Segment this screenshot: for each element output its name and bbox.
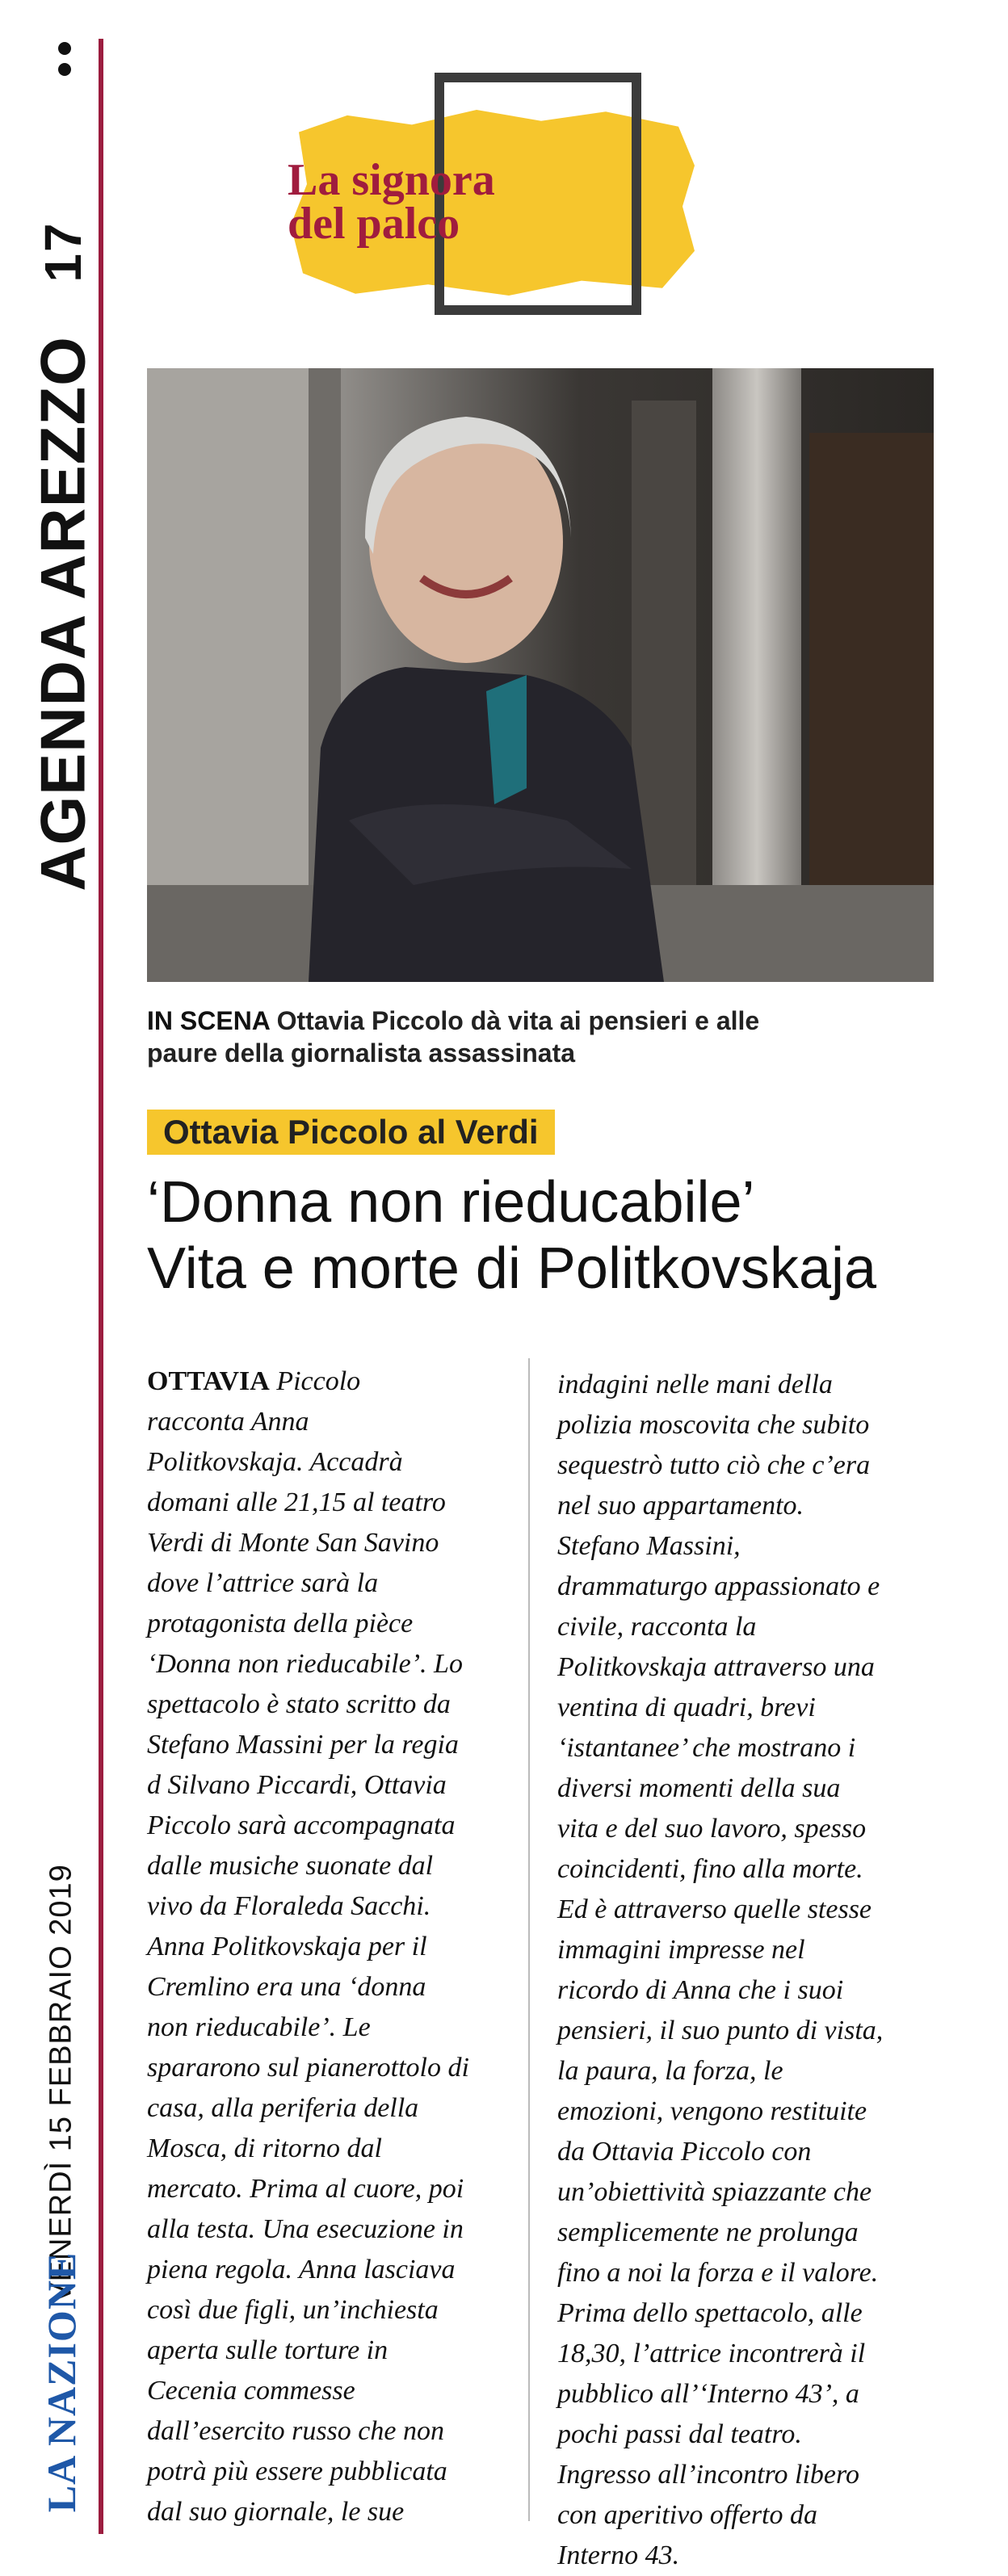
column-2-line: Politkovskaja attraverso una (557, 1652, 875, 1682)
column-1-line: Stefano Massini per la regia (147, 1730, 459, 1760)
logo-text (288, 155, 495, 249)
column-2-line: da Ottavia Piccolo con (557, 2137, 812, 2167)
column-2-line: Ed è attraverso quelle stesse (557, 1894, 872, 1924)
column-2-line: pochi passi dal teatro. (557, 2419, 802, 2449)
headline-line-2: Vita e morte di Politkovskaja (147, 1236, 877, 1301)
column-2-line: immagini impresse nel (557, 1935, 805, 1965)
column-2-line: Ingresso all’incontro libero (557, 2460, 859, 2490)
column-1-line: Cremlino era una ‘donna (147, 1972, 426, 2002)
column-1-line: protagonista della pièce (147, 1609, 414, 1638)
column-2-line: fino a noi la forza e il valore. (557, 2258, 879, 2288)
column-1-line: ‘Donna non rieducabile’. Lo (147, 1649, 463, 1679)
page-number: 17 (34, 221, 92, 283)
column-1-line: d Silvano Piccardi, Ottavia (147, 1770, 447, 1800)
column-1-line: non rieducabile’. Le (147, 2012, 371, 2042)
lead-word: OTTAVIA (147, 1366, 270, 1396)
column-2-line: pensieri, il suo punto di vista, (557, 2016, 884, 2045)
column-2-line: civile, racconta la (557, 1612, 757, 1642)
headline-line-1: ‘Donna non rieducabile’ (147, 1170, 755, 1235)
column-2-line: diversi momenti della sua (557, 1773, 841, 1803)
column-2-line: ‘istantanee’ che mostrano i (557, 1733, 856, 1763)
section-title-text: AGENDA AREZZO (27, 336, 99, 892)
column-1-line: casa, alla periferia della (147, 2093, 419, 2123)
column-2-line: vita e del suo lavoro, spesso (557, 1814, 867, 1844)
column-2-line: Interno 43. (557, 2540, 680, 2570)
column-1-line: spararono sul pianerottolo di (147, 2053, 469, 2083)
caption-text-2: paure della giornalista assassinata (147, 1038, 576, 1068)
column-2-line: con aperitivo offerto da (557, 2500, 818, 2530)
article-tagline: Ottavia Piccolo al Verdi (147, 1110, 555, 1155)
caption-text: Ottavia Piccolo dà vita ai pensieri e alle (269, 1006, 760, 1035)
column-2-line: semplicemente ne prolunga (557, 2217, 859, 2247)
column-2-line: nel suo appartamento. (557, 1491, 804, 1521)
column-2-line: la paura, la forza, le (557, 2056, 783, 2086)
column-1-line: così due figli, un’inchiesta (147, 2295, 439, 2325)
article-headline (147, 1169, 971, 1302)
column-1-line: aperta sulle torture in (147, 2335, 388, 2365)
issue-date-text: VENERDÌ 15 FEBBRAIO 2019 (44, 1864, 78, 2303)
column-2-line: pubblico all’‘Interno 43’, a (557, 2379, 859, 2409)
logo-line-2: del palco (288, 199, 460, 249)
column-2-line: ricordo di Anna che i suoi (557, 1975, 844, 2005)
column-1-line: Politkovskaja. Accadrà (147, 1447, 403, 1477)
article-photo (147, 368, 934, 982)
column-1-line: Mosca, di ritorno dal (147, 2133, 382, 2163)
column-2-line: un’obiettività spiazzante che (557, 2177, 872, 2207)
column-2-line: Stefano Massini, (557, 1531, 741, 1561)
column-divider (528, 1358, 530, 2521)
caption-lead: IN SCENA (147, 1006, 270, 1035)
column-2-line: drammaturgo appassionato e (557, 1571, 880, 1601)
column-2-line: 18,30, l’attrice incontrerà il (557, 2339, 866, 2368)
column-1-line: Verdi di Monte San Savino (147, 1528, 439, 1558)
column-2-line: sequestrò tutto ciò che c’era (557, 1450, 871, 1480)
column-1-line: dall’esercito russo che non (147, 2416, 444, 2446)
logo-line-1: La signora (288, 155, 495, 205)
column-1-line: dove l’attrice sarà la (147, 1568, 379, 1598)
column-2-line: coincidenti, fino alla morte. (557, 1854, 863, 1884)
column-1-line: racconta Anna (147, 1407, 309, 1437)
column-1-line: piena regola. Anna lasciava (147, 2255, 456, 2284)
column-1-line: Piccolo sarà accompagnata (147, 1810, 456, 1840)
rubric-logo (283, 68, 703, 334)
column-1-line-0-text: Piccolo (269, 1366, 361, 1396)
column-1-line: vivo da Floraleda Sacchi. (147, 1891, 431, 1921)
two-dots-icon (53, 42, 76, 84)
column-2-line: polizia moscovita che subito (557, 1410, 870, 1440)
photo-caption (147, 1005, 947, 1069)
column-1-line: spettacolo è stato scritto da (147, 1689, 451, 1719)
column-2-line: emozioni, vengono restituite (557, 2096, 867, 2126)
column-1-line-0 (147, 1361, 527, 1402)
column-1-line: dal suo giornale, le sue (147, 2497, 405, 2527)
column-1-line: Anna Politkovskaja per il (147, 1932, 427, 1961)
column-2-line: Prima dello spettacolo, alle (557, 2298, 863, 2328)
column-1-line: potrà più essere pubblicata (147, 2456, 447, 2486)
column-1-line: domani alle 21,15 al teatro (147, 1487, 446, 1517)
column-1-line: Cecenia commesse (147, 2376, 355, 2406)
column-1-line: mercato. Prima al cuore, poi (147, 2174, 464, 2204)
newspaper-name-text: LA NAZIONE (39, 2251, 84, 2513)
article-column-1 (147, 1361, 527, 2532)
article-column-2 (557, 1365, 937, 2576)
column-2-line: indagini nelle mani della (557, 1370, 833, 1399)
column-2-line: ventina di quadri, brevi (557, 1693, 816, 1722)
column-1-line: alla testa. Una esecuzione in (147, 2214, 464, 2244)
column-1-line: dalle musiche suonate dal (147, 1851, 434, 1881)
